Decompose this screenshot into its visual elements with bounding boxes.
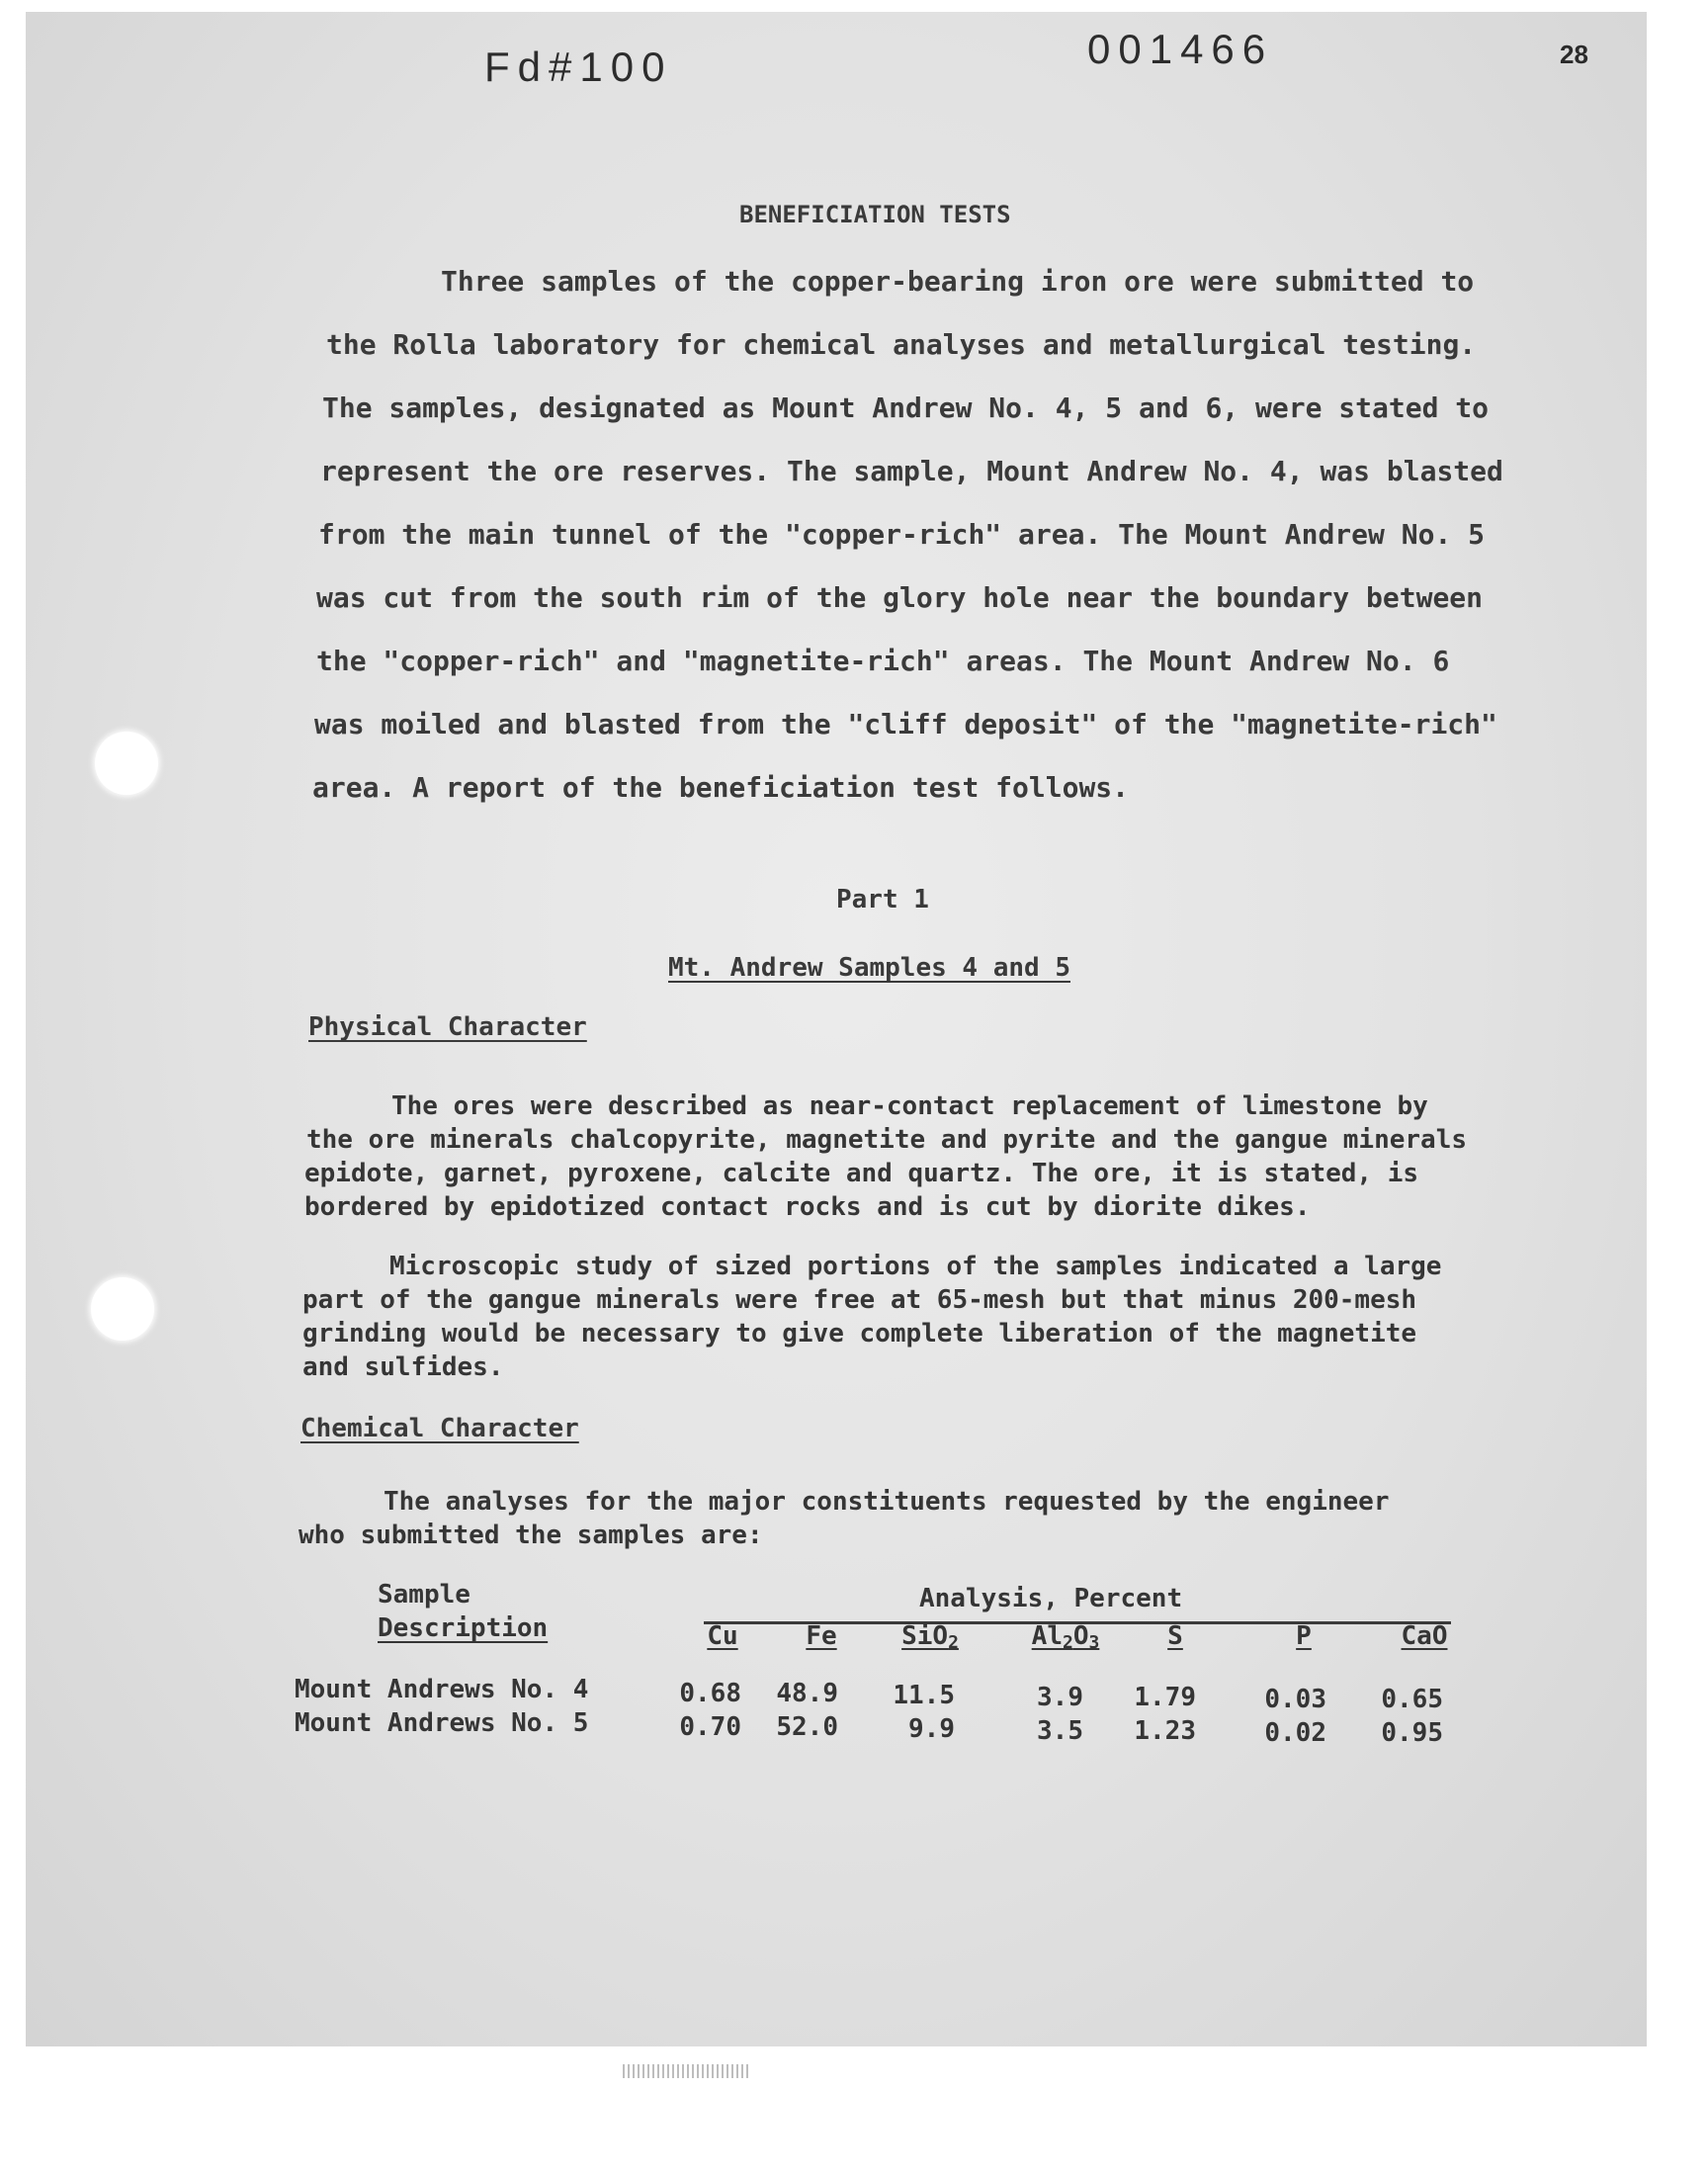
punch-hole-icon: [91, 1277, 154, 1341]
text-line: represent the ore reserves. The sample, Mount Andrew No. 4, was blasted: [320, 455, 1503, 487]
text-line: Three samples of the copper-bearing iron ore were submitted to: [441, 265, 1475, 298]
text-line: was moiled and blasted from the "cliff deposit" of the "magnetite-rich": [314, 708, 1497, 740]
row-description: Mount Andrews No. 5: [295, 1708, 589, 1738]
cell-cu: 0.70: [679, 1712, 741, 1742]
col-header-s: S: [1167, 1621, 1183, 1651]
scan-edge-artifact: [623, 2064, 751, 2078]
chemical-character-heading: Chemical Character: [300, 1414, 579, 1443]
cell-p: 0.03: [1264, 1685, 1326, 1714]
cell-al2o3: 3.9: [1037, 1683, 1083, 1712]
text-line: from the main tunnel of the "copper-rich" area. The Mount Andrew No. 5: [318, 518, 1486, 551]
text-line: was cut from the south rim of the glory hole near the boundary between: [316, 581, 1484, 614]
text-line: The analyses for the major constituents requested by the engineer: [384, 1487, 1390, 1517]
page-title: BENEFICIATION TESTS: [739, 201, 1011, 228]
cell-s: 1.23: [1134, 1716, 1196, 1746]
physical-character-heading: Physical Character: [308, 1012, 587, 1042]
text-line: the ore minerals chalcopyrite, magnetite and pyrite and the gangue minerals: [306, 1125, 1467, 1155]
sample-header-line-2: Description: [378, 1613, 549, 1643]
group-header: Analysis, Percent: [919, 1584, 1183, 1613]
document-number: 001466: [1087, 26, 1274, 72]
part-subheading: Mt. Andrew Samples 4 and 5: [668, 953, 1070, 983]
col-header-sio2: SiO$_2$: [901, 1621, 959, 1653]
row-description: Mount Andrews No. 4: [295, 1675, 589, 1704]
cell-cu: 0.68: [679, 1679, 741, 1708]
col-header-cu: Cu: [707, 1621, 738, 1651]
cell-s: 1.79: [1134, 1683, 1196, 1712]
text-line: The samples, designated as Mount Andrew No. 4, 5 and 6, were stated to: [322, 392, 1490, 424]
text-line: and sulfides.: [302, 1352, 504, 1382]
page-number: 28: [1560, 40, 1588, 69]
cell-sio2: 11.5: [893, 1681, 955, 1710]
col-header-al2o3: $Al_2O_3$: [1031, 1621, 1100, 1653]
text-line: Microscopic study of sized portions of the samples indicated a large: [389, 1252, 1442, 1281]
text-line: part of the gangue minerals were free at 65-mesh but that minus 200-mesh: [302, 1285, 1417, 1315]
part-heading: Part 1: [836, 885, 929, 914]
col-header-p: P: [1296, 1621, 1312, 1651]
cell-fe: 48.9: [776, 1679, 838, 1708]
fd-number: Fd#100: [484, 44, 673, 90]
text-line: epidote, garnet, pyroxene, calcite and quartz. The ore, it is stated, is: [304, 1159, 1419, 1188]
text-line: bordered by epidotized contact rocks and is cut by diorite dikes.: [304, 1192, 1311, 1222]
cell-cao: 0.65: [1381, 1685, 1443, 1714]
text-line: area. A report of the beneficiation test follows.: [312, 771, 1130, 804]
text-line: who submitted the samples are:: [299, 1521, 763, 1550]
cell-sio2: 9.9: [908, 1714, 955, 1744]
text-line: The ores were described as near-contact replacement of limestone by: [391, 1091, 1428, 1121]
sample-header-line-1: Sample: [378, 1580, 470, 1610]
cell-fe: 52.0: [776, 1712, 838, 1742]
cell-cao: 0.95: [1381, 1718, 1443, 1748]
col-header-fe: Fe: [806, 1621, 837, 1651]
text-line: the Rolla laboratory for chemical analyses and metallurgical testing.: [326, 328, 1477, 361]
cell-al2o3: 3.5: [1037, 1716, 1083, 1746]
punch-hole-icon: [95, 732, 158, 795]
col-header-cao: CaO: [1401, 1621, 1448, 1651]
text-line: grinding would be necessary to give complete liberation of the magnetite: [302, 1319, 1417, 1348]
text-line: the "copper-rich" and "magnetite-rich" areas. The Mount Andrew No. 6: [316, 645, 1450, 677]
cell-p: 0.02: [1264, 1718, 1326, 1748]
